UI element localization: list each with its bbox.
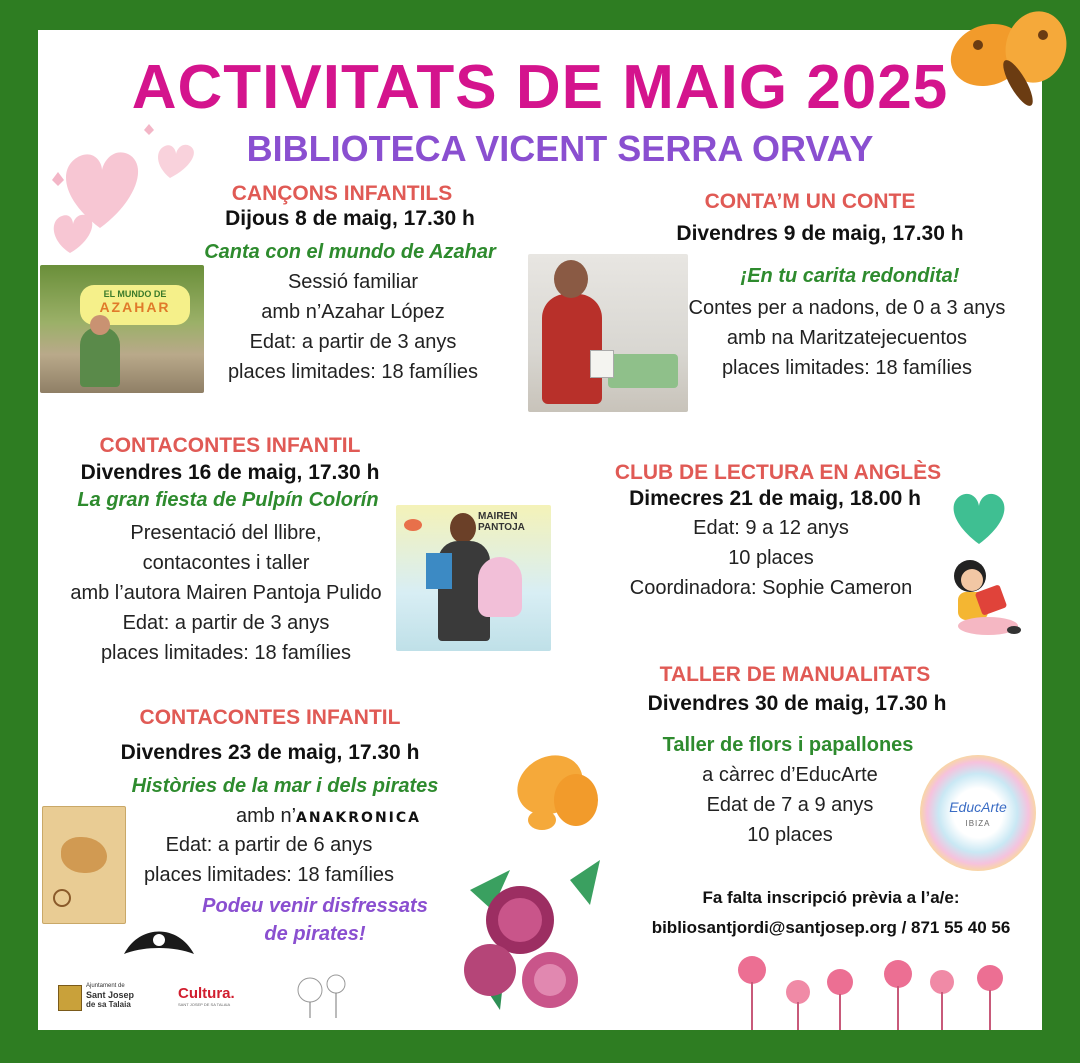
event6-line: Edat de 7 a 9 anys bbox=[706, 794, 874, 816]
event3-line: Edat: a partir de 3 anys bbox=[122, 612, 330, 634]
event3-highlight: La gran fiesta de Pulpín Colorín bbox=[77, 489, 379, 511]
event6-line: a càrrec d’EducArte bbox=[702, 764, 878, 786]
event1-highlight: Canta con el mundo de Azahar bbox=[204, 241, 496, 263]
event6-highlight: Taller de flors i papallones bbox=[662, 734, 914, 756]
event5-line: places limitades: 18 famílies bbox=[143, 864, 395, 886]
event1-line: amb n’Azahar López bbox=[261, 301, 445, 323]
event3-line: contacontes i taller bbox=[142, 552, 310, 574]
butterfly-icon bbox=[948, 5, 1076, 123]
cultura-logo-subtext: SANT JOSEP DE SA TALAIA bbox=[178, 1002, 231, 1007]
event2-photo bbox=[528, 254, 688, 412]
cultura-logo-text: Cultura. bbox=[178, 985, 235, 1002]
pirate-map-image bbox=[42, 806, 126, 924]
event1-line: places limitades: 18 famílies bbox=[227, 361, 479, 383]
pirate-hat-icon bbox=[122, 920, 196, 960]
event2-line: Contes per a nadons, de 0 a 3 anys bbox=[688, 297, 1006, 319]
event4-date: Dimecres 21 de maig, 18.00 h bbox=[629, 487, 921, 510]
page-title: ACTIVITATS DE MAIG 2025 bbox=[131, 53, 949, 122]
educarte-logo bbox=[920, 755, 1036, 871]
ajuntament-logo bbox=[58, 983, 158, 1013]
hearts-decoration-icon bbox=[40, 118, 230, 258]
registration-contact: bibliosantjordi@santjosep.org / 871 55 40 56 bbox=[651, 918, 1011, 937]
event4-line: 10 places bbox=[728, 547, 814, 569]
event1-photo bbox=[40, 265, 204, 393]
event5-highlight: Històries de la mar i dels pirates bbox=[131, 775, 439, 797]
ajuntament-logo-text: Sant Josep bbox=[86, 990, 135, 1000]
event5-line: Edat: a partir de 6 anys bbox=[165, 834, 373, 856]
event5-heading: CONTACONTES INFANTIL bbox=[139, 706, 401, 729]
anakronica-logo: ANAKRONICA bbox=[296, 810, 421, 826]
event2-line: places limitades: 18 famílies bbox=[721, 357, 973, 379]
event2-line: amb na Maritzatejecuentos bbox=[726, 327, 968, 349]
pink-flowers-icon bbox=[728, 952, 1028, 1030]
event3-date: Divendres 16 de maig, 17.30 h bbox=[80, 461, 380, 484]
event3-line: places limitades: 18 famílies bbox=[100, 642, 352, 664]
dandelion-logo-icon bbox=[286, 958, 358, 1020]
event1-date: Dijous 8 de maig, 17.30 h bbox=[225, 207, 475, 230]
page-subtitle: BIBLIOTECA VICENT SERRA ORVAY bbox=[246, 128, 874, 169]
roses-butterfly-illustration bbox=[450, 740, 610, 1025]
event3-line: amb l’autora Mairen Pantoja Pulido bbox=[70, 582, 382, 604]
event3-heading: CONTACONTES INFANTIL bbox=[99, 434, 361, 457]
event4-line: Coordinadora: Sophie Cameron bbox=[629, 577, 913, 599]
event4-heading: CLUB DE LECTURA EN ANGLÈS bbox=[614, 461, 942, 484]
registration-line1: Fa falta inscripció prèvia a l’a/e: bbox=[702, 888, 960, 907]
event6-date: Divendres 30 de maig, 17.30 h bbox=[647, 692, 947, 715]
cultura-logo bbox=[178, 985, 235, 1007]
event6-line: 10 places bbox=[747, 824, 833, 846]
event5-note: Podeu venir disfressats bbox=[202, 895, 428, 917]
reading-girl-icon bbox=[944, 554, 1024, 642]
event4-line: Edat: 9 a 12 anys bbox=[693, 517, 849, 539]
event3-line: Presentació del llibre, bbox=[130, 522, 322, 544]
event2-heading: CONTA’M UN CONTE bbox=[704, 190, 916, 213]
event5-date: Divendres 23 de maig, 17.30 h bbox=[120, 741, 420, 764]
event5-amb-prefix: amb n’ bbox=[236, 805, 297, 827]
event1-photo-caption: EL MUNDO DE bbox=[103, 289, 167, 299]
event3-photo bbox=[396, 505, 551, 651]
event5-note: de pirates! bbox=[264, 923, 366, 945]
event1-photo-caption: AZAHAR bbox=[99, 299, 171, 315]
ajuntament-logo-text: de sa Talaia bbox=[86, 1000, 131, 1009]
event3-photo-caption: MAIREN PANTOJA bbox=[478, 511, 525, 533]
event5-amb-line bbox=[236, 801, 421, 833]
event2-highlight: ¡En tu carita redondita! bbox=[740, 265, 960, 287]
event1-line: Edat: a partir de 3 anys bbox=[249, 331, 457, 353]
event6-heading: TALLER DE MANUALITATS bbox=[659, 663, 931, 686]
educarte-logo-subtext: IBIZA bbox=[965, 819, 991, 828]
event1-line: Sessió familiar bbox=[287, 271, 419, 293]
ajuntament-logo-text: Ajuntament de bbox=[86, 983, 125, 989]
event2-date: Divendres 9 de maig, 17.30 h bbox=[676, 222, 964, 245]
educarte-logo-text: EducArte bbox=[949, 799, 1007, 815]
event1-heading: CANÇONS INFANTILS bbox=[231, 182, 453, 205]
green-heart-icon bbox=[946, 486, 1012, 548]
